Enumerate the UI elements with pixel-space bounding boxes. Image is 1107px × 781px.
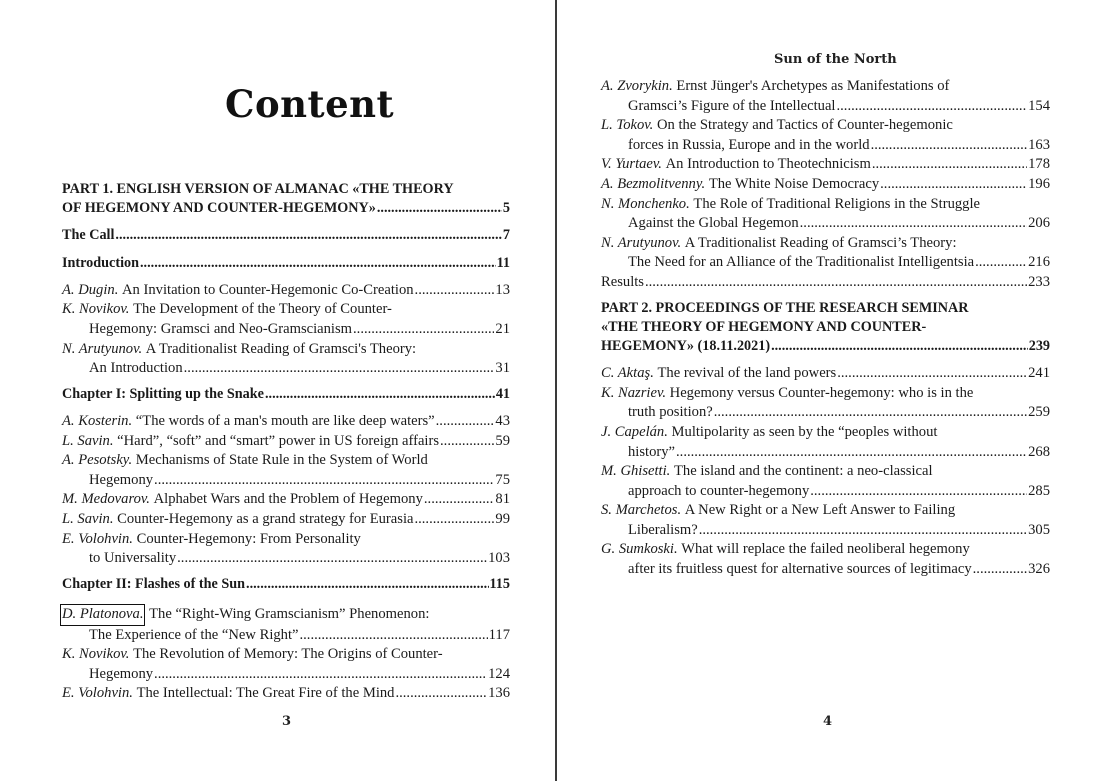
- toc-entry[interactable]: [62, 432, 510, 452]
- dot-leader: [880, 175, 1027, 195]
- toc-entry[interactable]: [601, 501, 1050, 540]
- entry-author: L. Savin.: [62, 510, 114, 527]
- page-ref: 305: [1028, 521, 1050, 538]
- page-ref: 7: [502, 227, 510, 244]
- dot-leader: [837, 364, 1027, 384]
- toc-entry[interactable]: [601, 175, 1050, 195]
- entry-author: V. Yurtaev.: [601, 156, 662, 173]
- entry-text: PART 2. PROCEEDINGS OF THE RESEARCH SEMINAR: [601, 299, 969, 316]
- dot-leader: [810, 482, 1027, 502]
- page-ref: 59: [495, 432, 510, 449]
- toc-entry[interactable]: [601, 155, 1050, 175]
- toc-entry[interactable]: [62, 281, 510, 301]
- entry-text: An Invitation to Counter-Hegemonic Co-Creation: [122, 281, 414, 298]
- toc-entry-results[interactable]: [601, 273, 1050, 293]
- dot-leader: [415, 281, 495, 301]
- entry-author: L. Savin.: [62, 432, 114, 449]
- page-ref: 75: [495, 471, 510, 488]
- entry-text: The White Noise Democracy: [708, 175, 880, 192]
- toc-entry[interactable]: [601, 116, 1050, 155]
- dot-leader: [424, 490, 495, 510]
- entry-author: K. Nazriev.: [601, 384, 666, 401]
- page-ref: 124: [488, 665, 510, 682]
- entry-text: HEGEMONY» (18.11.2021): [601, 337, 771, 354]
- toc-entry[interactable]: [62, 451, 510, 490]
- entry-text: The Development of the Theory of Counter-: [133, 301, 392, 318]
- right-page: [557, 0, 1107, 781]
- entry-text: Hegemony versus Counter-hegemony: who is in the: [669, 384, 974, 401]
- entry-author: J. Capelán.: [601, 423, 668, 440]
- entry-text: Gramsci’s Figure of the Intellectual: [628, 97, 836, 114]
- page-ref: 326: [1028, 561, 1050, 578]
- entry-author: M. Medovarov.: [62, 491, 150, 508]
- dot-leader: [184, 359, 495, 379]
- dot-leader: [115, 226, 501, 245]
- toc-entry[interactable]: [62, 604, 510, 645]
- dot-leader: [771, 337, 1028, 356]
- toc-entry[interactable]: [62, 510, 510, 530]
- page-ref: 99: [495, 510, 510, 527]
- toc-entry[interactable]: [62, 340, 510, 379]
- entry-author: L. Tokov.: [601, 117, 654, 134]
- toc-entry-chapter-2[interactable]: [62, 575, 510, 594]
- page-ref: 239: [1028, 337, 1050, 354]
- entry-text: OF HEGEMONY AND COUNTER-HEGEMONY»: [62, 200, 376, 217]
- table-of-contents-left: [62, 180, 510, 704]
- entry-author: N. Arutyunov.: [601, 234, 682, 251]
- toc-entry[interactable]: [62, 300, 510, 339]
- page-ref: 31: [495, 360, 510, 377]
- page-ref: 41: [495, 385, 510, 402]
- entry-author: A. Dugin.: [62, 281, 119, 298]
- entry-text: PART 1. ENGLISH VERSION OF ALMANAC «THE THEORY: [62, 181, 454, 197]
- dot-leader: [300, 626, 488, 646]
- page-ref: 154: [1028, 97, 1050, 114]
- toc-entry[interactable]: [601, 384, 1050, 423]
- entry-author-highlighted: D. Platonova.: [60, 604, 145, 626]
- entry-text: An Introduction to Theotechnicism: [665, 156, 871, 173]
- entry-text: Mechanisms of State Rule in the System of World: [135, 452, 428, 469]
- page-ref: 103: [488, 550, 510, 567]
- entry-text: Hegemony: [89, 665, 154, 682]
- page-ref: 196: [1028, 175, 1050, 192]
- entry-author: N. Arutyunov.: [62, 340, 143, 357]
- dot-leader: [353, 320, 494, 340]
- entry-author: A. Kosterin.: [62, 412, 133, 429]
- dot-leader: [440, 432, 494, 452]
- entry-author: A. Bezmolitvenny.: [601, 175, 706, 192]
- page-ref: 117: [488, 626, 510, 643]
- entry-text: An Introduction: [89, 360, 183, 377]
- entry-text: The Role of Traditional Religions in the Struggle: [693, 195, 981, 212]
- entry-text: Hegemony: Gramsci and Neo-Gramscianism: [89, 321, 353, 337]
- entry-text: Chapter II: Flashes of the Sun: [62, 575, 246, 592]
- dot-leader: [377, 199, 502, 218]
- page-ref: 11: [496, 254, 510, 271]
- entry-author: S. Marchetos.: [601, 502, 682, 519]
- dot-leader: [177, 549, 487, 569]
- toc-entry[interactable]: [62, 412, 510, 432]
- entry-text: Counter-Hegemony as a grand strategy for Eurasia: [117, 510, 414, 527]
- entry-author: A. Zvorykin.: [601, 78, 673, 94]
- entry-text: «THE THEORY OF HEGEMONY AND COUNTER-: [601, 318, 927, 335]
- page-ref: 163: [1028, 136, 1050, 153]
- entry-text: Alphabet Wars and the Problem of Hegemony: [153, 491, 423, 508]
- dot-leader: [975, 253, 1027, 273]
- entry-text: history”: [628, 443, 676, 460]
- dot-leader: [871, 136, 1028, 156]
- entry-text: Ernst Jünger's Archetypes as Manifestations of: [676, 78, 950, 94]
- entry-text: Introduction: [62, 254, 139, 271]
- dot-leader: [872, 155, 1027, 175]
- entry-text: after its fruitless quest for alternative sources of legitimacy: [628, 561, 972, 578]
- toc-entry[interactable]: [601, 462, 1050, 501]
- entry-text: The Experience of the “New Right”: [89, 626, 299, 643]
- entry-author: A. Pesotsky.: [62, 452, 133, 469]
- entry-text: forces in Russia, Europe and in the world: [628, 136, 870, 153]
- running-head: Sun of the North: [774, 52, 897, 67]
- page-ref: 5: [502, 200, 510, 217]
- dot-leader: [800, 214, 1027, 234]
- page-ref: 81: [495, 491, 510, 508]
- entry-text: The Need for an Alliance of the Traditionalist Intelligentsia: [628, 254, 975, 271]
- toc-entry[interactable]: [62, 645, 510, 684]
- dot-leader: [837, 97, 1028, 117]
- toc-entry[interactable]: [601, 364, 1050, 384]
- page-ref: 13: [495, 281, 510, 298]
- toc-entry[interactable]: [601, 234, 1050, 273]
- page-ref: 206: [1028, 215, 1050, 232]
- page-ref: 233: [1028, 273, 1050, 290]
- entry-text: The island and the continent: a neo-classical: [673, 463, 933, 480]
- page-ref: 268: [1028, 443, 1050, 460]
- dot-leader: [436, 412, 495, 432]
- entry-text: A Traditionalist Reading of Gramsci's Theory:: [145, 340, 417, 357]
- entry-text: A New Right or a New Left Answer to Failing: [684, 502, 956, 519]
- entry-text: Hegemony: [89, 471, 154, 488]
- entry-author: E. Volohvin.: [62, 685, 133, 702]
- page-ref: 178: [1028, 156, 1050, 173]
- dot-leader: [246, 575, 488, 594]
- page-ref: 136: [488, 685, 510, 702]
- table-of-contents-right: [601, 77, 1050, 580]
- toc-entry-part-1[interactable]: [62, 180, 510, 218]
- entry-text: Chapter I: Splitting up the Snake: [62, 385, 264, 402]
- page-number: 4: [823, 714, 833, 729]
- page-ref: 259: [1028, 404, 1050, 421]
- entry-author: K. Novikov.: [62, 646, 130, 663]
- entry-text: truth position?: [628, 404, 713, 421]
- toc-entry[interactable]: [601, 423, 1050, 462]
- entry-text: The revival of the land powers: [657, 365, 837, 382]
- page-ref: 285: [1028, 482, 1050, 499]
- page-ref: 241: [1028, 365, 1050, 382]
- entry-author: M. Ghisetti.: [601, 463, 671, 480]
- dot-leader: [973, 560, 1027, 580]
- dot-leader: [699, 521, 1027, 541]
- dot-leader: [676, 443, 1027, 463]
- toc-entry-part-2[interactable]: [601, 299, 1050, 357]
- entry-author: K. Novikov.: [62, 301, 130, 318]
- dot-leader: [414, 510, 494, 530]
- toc-entry-the-call[interactable]: [62, 226, 510, 245]
- toc-entry[interactable]: [601, 540, 1050, 579]
- toc-entry[interactable]: [62, 490, 510, 510]
- toc-entry[interactable]: [62, 684, 510, 704]
- entry-text: The “Right-Wing Gramscianism” Phenomenon:: [149, 605, 430, 622]
- entry-text: Results: [601, 273, 644, 290]
- page-title: Content: [225, 82, 395, 126]
- toc-entry-introduction[interactable]: [62, 254, 510, 273]
- entry-author: E. Volohvin.: [62, 530, 133, 547]
- entry-text: Counter-Hegemony: From Personality: [136, 530, 361, 547]
- dot-leader: [154, 471, 494, 491]
- entry-text: approach to counter-hegemony: [628, 482, 810, 499]
- entry-text: “The words of a man's mouth are like deep waters”: [135, 412, 435, 429]
- toc-entry[interactable]: [62, 530, 510, 569]
- toc-entry[interactable]: [601, 77, 1050, 116]
- page-number: 3: [282, 714, 292, 729]
- page-ref: 21: [495, 321, 510, 337]
- entry-text: “Hard”, “soft” and “smart” power in US foreign affairs: [117, 432, 440, 449]
- entry-text: Multipolarity as seen by the “peoples without: [671, 423, 938, 440]
- dot-leader: [714, 403, 1027, 423]
- entry-text: Liberalism?: [628, 521, 698, 538]
- dot-leader: [140, 254, 496, 273]
- dot-leader: [645, 273, 1027, 293]
- entry-text: A Traditionalist Reading of Gramsci’s Theory:: [684, 234, 957, 251]
- entry-text: What will replace the failed neoliberal hegemony: [681, 541, 970, 558]
- entry-text: On the Strategy and Tactics of Counter-hegemonic: [656, 117, 953, 134]
- page-ref: 43: [495, 412, 510, 429]
- page-ref: 216: [1028, 254, 1050, 271]
- dot-leader: [265, 385, 495, 404]
- entry-text: to Universality: [89, 550, 177, 567]
- entry-text: The Revolution of Memory: The Origins of Counter-: [133, 646, 443, 663]
- entry-author: C. Aktaş.: [601, 365, 654, 382]
- page-ref: 115: [489, 575, 510, 592]
- entry-text: The Intellectual: The Great Fire of the Mind: [136, 685, 395, 702]
- entry-text: Against the Global Hegemon: [628, 215, 799, 232]
- entry-author: G. Sumkoski.: [601, 541, 678, 558]
- toc-entry-chapter-1[interactable]: [62, 385, 510, 404]
- entry-author: N. Monchenko.: [601, 195, 690, 212]
- entry-text: The Call: [62, 227, 115, 244]
- dot-leader: [395, 684, 487, 704]
- dot-leader: [154, 665, 487, 685]
- toc-entry[interactable]: [601, 195, 1050, 234]
